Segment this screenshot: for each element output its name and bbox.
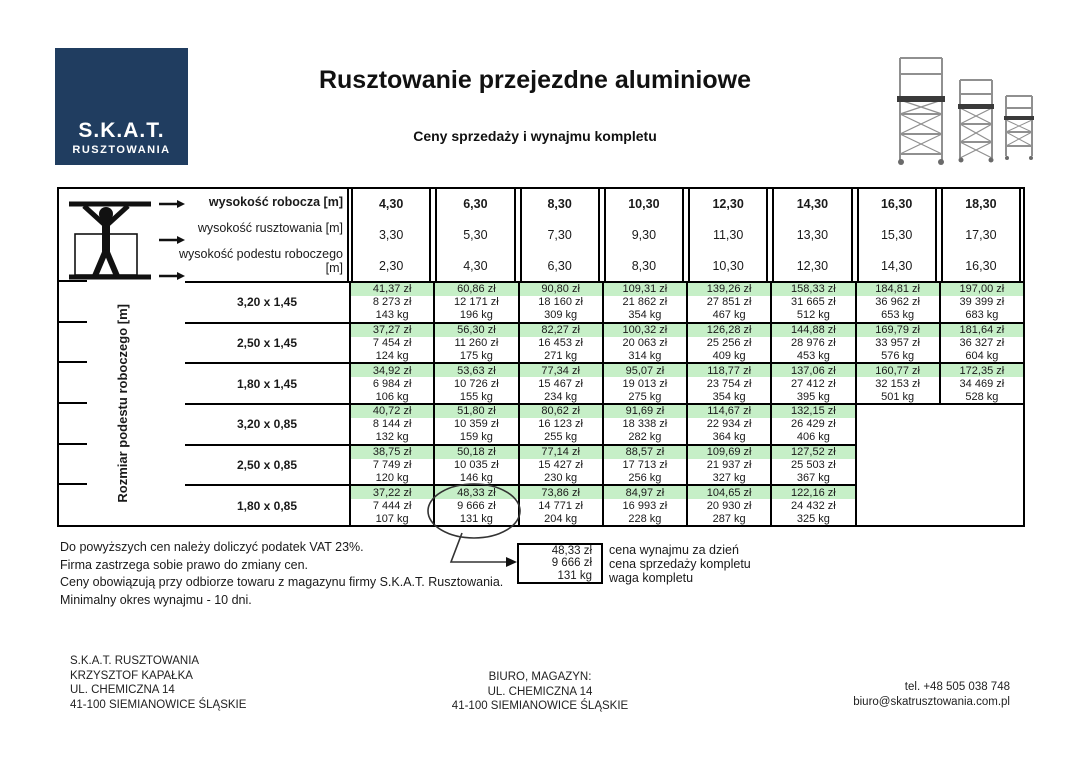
weight-value: 501 kg <box>881 390 915 403</box>
weight-value: 228 kg <box>628 512 662 525</box>
weight-value: 354 kg <box>712 390 746 403</box>
rent-per-day-value: 172,35 zł <box>941 364 1023 377</box>
footer-office-street: UL. CHEMICZNA 14 <box>487 685 593 698</box>
price-cell <box>602 281 686 322</box>
scaffold-height-value: 9,30 <box>631 227 657 242</box>
sale-price-value: 19 013 zł <box>622 377 668 390</box>
sale-price-value: 25 503 zł <box>791 458 836 471</box>
footer-contact <box>853 680 1010 710</box>
logo-company-sub: RUSZTOWANIA <box>72 144 171 156</box>
price-cell <box>939 281 1023 322</box>
column-header <box>688 189 768 281</box>
sale-price-value: 20 063 zł <box>622 336 668 349</box>
rent-per-day-value: 127,52 zł <box>772 446 854 459</box>
rent-per-day-value: 139,26 zł <box>688 283 770 296</box>
weight-value: 653 kg <box>881 309 915 322</box>
weight-value: 354 kg <box>628 309 662 322</box>
legend-rent-label: cena wynajmu za dzień <box>609 543 739 557</box>
weight-value: 132 kg <box>375 431 409 444</box>
footer-street: UL. CHEMICZNA 14 <box>70 684 175 696</box>
weight-value: 604 kg <box>965 349 999 362</box>
weight-value: 106 kg <box>375 390 409 403</box>
page-title: Rusztowanie przejezdne aluminiowe <box>318 66 752 94</box>
price-cell <box>433 444 517 485</box>
sale-price-value: 31 665 zł <box>791 296 836 309</box>
sale-price-value: 7 749 zł <box>372 458 412 471</box>
scaffold-height-value: 11,30 <box>712 227 744 242</box>
weight-value: 576 kg <box>881 349 915 362</box>
sale-price-value: 27 412 zł <box>791 377 836 390</box>
sale-price-value: 24 432 zł <box>791 499 836 512</box>
sale-price-value: 17 713 zł <box>622 458 668 471</box>
weight-value: 255 kg <box>544 431 578 444</box>
row-size-label: 3,20 x 1,45 <box>185 281 349 322</box>
price-cell <box>349 322 433 363</box>
rent-per-day-value: 80,62 zł <box>520 405 602 418</box>
row-size-label: 1,80 x 1,45 <box>185 362 349 403</box>
sale-price-value: 18 338 zł <box>622 418 668 431</box>
price-cell <box>770 281 854 322</box>
sale-price-value: 36 962 zł <box>875 296 920 309</box>
sale-price-value: 7 444 zł <box>372 499 412 512</box>
weight-value: 406 kg <box>796 431 830 444</box>
sale-price-value: 23 754 zł <box>706 377 752 390</box>
price-cell <box>433 403 517 444</box>
legend-weight-label: waga kompletu <box>609 571 694 585</box>
page-subtitle: Ceny sprzedaży i wynajmu kompletu <box>413 128 657 144</box>
price-cell <box>686 444 770 485</box>
table-header-left <box>59 189 349 281</box>
bracket-tick <box>59 361 87 363</box>
sale-price-value: 14 771 zł <box>538 499 583 512</box>
rent-per-day-value: 104,65 zł <box>688 486 770 499</box>
price-cell <box>686 362 770 403</box>
footer-office-address <box>400 670 680 714</box>
weight-value: 143 kg <box>375 309 409 322</box>
sale-price-value: 27 851 zł <box>706 296 752 309</box>
sale-price-value: 15 467 zł <box>538 377 583 390</box>
sale-price-value: 8 273 zł <box>372 296 412 309</box>
weight-value: 175 kg <box>459 349 493 362</box>
price-cell <box>855 362 939 403</box>
weight-value: 196 kg <box>459 309 493 322</box>
sale-price-value: 9 666 zł <box>457 499 496 512</box>
note-pickup: Ceny obowiązują przy odbiorze towaru z magazynu firmy S.K.A.T. Rusztowania. <box>60 575 504 589</box>
price-cell <box>349 484 433 525</box>
price-cell <box>686 484 770 525</box>
price-cell <box>602 484 686 525</box>
weight-value: 146 kg <box>459 471 493 484</box>
footer-office-city: 41-100 SIEMIANOWICE ŚLĄSKIE <box>451 700 629 712</box>
weight-value: 155 kg <box>459 390 493 403</box>
weight-value: 327 kg <box>712 471 746 484</box>
column-header <box>857 189 937 281</box>
rent-per-day-value: 34,92 zł <box>351 364 433 377</box>
rent-per-day-value: 91,69 zł <box>604 405 686 418</box>
weight-value: 131 kg <box>459 512 493 525</box>
sale-price-value: 32 153 zł <box>875 377 920 390</box>
price-cell <box>518 484 602 525</box>
weight-value: 453 kg <box>796 349 830 362</box>
weight-value: 528 kg <box>965 390 999 403</box>
rent-per-day-value: 88,57 zł <box>604 446 686 459</box>
price-table <box>57 187 1025 527</box>
platform-height-value: 8,30 <box>631 258 657 273</box>
rent-per-day-value: 38,75 zł <box>351 446 433 459</box>
price-cell <box>939 322 1023 363</box>
rent-per-day-value: 77,14 zł <box>520 446 602 459</box>
legend-labels <box>609 543 751 584</box>
platform-height-value: 4,30 <box>463 258 488 273</box>
header-row-labels <box>163 189 343 281</box>
working-height-value: 6,30 <box>463 197 488 212</box>
price-cell <box>433 362 517 403</box>
rent-per-day-value: 48,33 zł <box>435 486 517 499</box>
bracket-tick <box>59 321 87 323</box>
platform-height-value: 14,30 <box>880 258 913 273</box>
sale-price-value: 6 984 zł <box>372 377 412 390</box>
row-group-bracket <box>59 281 185 525</box>
price-cell <box>855 281 939 322</box>
weight-value: 309 kg <box>544 309 578 322</box>
scaffold-height-value: 17,30 <box>965 227 997 242</box>
scaffold-height-value: 5,30 <box>463 227 488 242</box>
platform-height-value: 16,30 <box>965 258 997 273</box>
scaffold-height-value: 7,30 <box>547 227 572 242</box>
rent-per-day-value: 158,33 zł <box>772 283 854 296</box>
rent-per-day-value: 132,15 zł <box>772 405 854 418</box>
working-height-value: 8,30 <box>547 197 572 212</box>
price-cell <box>686 322 770 363</box>
price-cell <box>349 444 433 485</box>
price-cell <box>686 403 770 444</box>
price-cell <box>518 322 602 363</box>
weight-value: 287 kg <box>712 512 746 525</box>
weight-value: 512 kg <box>796 309 830 322</box>
rent-per-day-value: 40,72 zł <box>351 405 433 418</box>
price-cell <box>602 444 686 485</box>
rent-per-day-value: 144,88 zł <box>772 324 854 337</box>
column-header <box>351 189 431 281</box>
column-header <box>435 189 515 281</box>
weight-value: 234 kg <box>544 390 578 403</box>
price-cell <box>939 362 1023 403</box>
rent-per-day-value: 82,27 zł <box>520 324 602 337</box>
price-cell <box>770 362 854 403</box>
weight-value: 282 kg <box>628 431 662 444</box>
sale-price-value: 8 144 zł <box>372 418 412 431</box>
platform-height-value: 12,30 <box>796 258 829 273</box>
weight-value: 124 kg <box>375 349 409 362</box>
price-cell <box>349 362 433 403</box>
sale-price-value: 10 035 zł <box>454 458 499 471</box>
rent-per-day-value: 169,79 zł <box>857 324 939 337</box>
rent-per-day-value: 181,64 zł <box>941 324 1023 337</box>
weight-value: 364 kg <box>712 431 746 444</box>
rent-per-day-value: 56,30 zł <box>435 324 517 337</box>
column-header <box>604 189 684 281</box>
scaffold-height-value: 15,30 <box>880 227 913 242</box>
sale-price-value: 20 930 zł <box>706 499 752 512</box>
footer-city: 41-100 SIEMIANOWICE ŚLĄSKIE <box>70 698 247 711</box>
weight-value: 367 kg <box>796 471 830 484</box>
side-label: Rozmiar podestu roboczego [m] <box>114 303 130 503</box>
weight-value: 467 kg <box>712 309 746 322</box>
rent-per-day-value: 118,77 zł <box>688 364 770 377</box>
rent-per-day-value: 126,28 zł <box>688 324 770 337</box>
platform-height-value: 6,30 <box>547 258 572 273</box>
row-size-label: 1,80 x 0,85 <box>185 484 349 525</box>
price-cell <box>518 403 602 444</box>
price-cell <box>433 281 517 322</box>
sale-price-value: 10 359 zł <box>454 418 499 431</box>
rent-per-day-value: 160,77 zł <box>857 364 939 377</box>
working-height-value: 10,30 <box>628 197 660 212</box>
bracket-tick <box>59 443 87 445</box>
legend-sale-label: cena sprzedaży kompletu <box>609 557 751 571</box>
weight-value: 107 kg <box>375 512 409 525</box>
platform-height-value: 10,30 <box>712 258 744 273</box>
column-header <box>941 189 1021 281</box>
weight-value: 120 kg <box>375 471 409 484</box>
rent-per-day-value: 37,22 zł <box>351 486 433 499</box>
price-cell <box>433 484 517 525</box>
column-header <box>520 189 600 281</box>
rent-per-day-value: 109,69 zł <box>688 446 770 459</box>
price-cell <box>770 322 854 363</box>
bracket-tick <box>59 280 87 282</box>
sale-price-value: 7 454 zł <box>372 336 412 349</box>
rent-per-day-value: 51,80 zł <box>435 405 517 418</box>
price-cell <box>518 281 602 322</box>
rent-per-day-value: 122,16 zł <box>772 486 854 499</box>
weight-value: 275 kg <box>628 390 662 403</box>
rent-per-day-value: 77,34 zł <box>520 364 602 377</box>
price-cell <box>349 281 433 322</box>
sale-price-value: 16 993 zł <box>622 499 668 512</box>
header-label-platform-height: wysokość podestu roboczego [m] <box>179 247 343 275</box>
footer-company-name: S.K.A.T. RUSZTOWANIA <box>70 655 200 667</box>
sale-price-value: 16 453 zł <box>538 336 583 349</box>
rent-per-day-value: 90,80 zł <box>520 283 602 296</box>
sale-price-value: 22 934 zł <box>706 418 752 431</box>
weight-value: 395 kg <box>796 390 830 403</box>
rent-per-day-value: 95,07 zł <box>604 364 686 377</box>
sale-price-value: 15 427 zł <box>538 458 583 471</box>
sale-price-value: 25 256 zł <box>706 336 752 349</box>
weight-value: 271 kg <box>544 349 578 362</box>
weight-value: 314 kg <box>628 349 662 362</box>
rent-per-day-value: 41,37 zł <box>351 283 433 296</box>
working-height-value: 18,30 <box>965 197 997 212</box>
note-price-change: Firma zastrzega sobie prawo do zmiany cen. <box>60 557 309 572</box>
working-height-value: 16,30 <box>880 197 913 212</box>
footer-owner-name: KRZYSZTOF KAPAŁKA <box>70 669 193 682</box>
price-cell <box>433 322 517 363</box>
legend-rent-value: 48,33 zł <box>551 545 592 558</box>
sale-price-value: 21 862 zł <box>622 296 668 309</box>
row-size-label: 2,50 x 1,45 <box>185 322 349 363</box>
platform-height-value: 2,30 <box>378 258 404 273</box>
price-cell <box>518 362 602 403</box>
sale-price-value: 36 327 zł <box>959 336 1005 349</box>
sale-price-value: 18 160 zł <box>538 296 583 309</box>
price-cell <box>518 444 602 485</box>
rent-per-day-value: 100,32 zł <box>604 324 686 337</box>
rent-per-day-value: 114,67 zł <box>688 405 770 418</box>
legend-weight-value: 131 kg <box>557 569 592 582</box>
rent-per-day-value: 184,81 zł <box>857 283 939 296</box>
rent-per-day-value: 73,86 zł <box>520 486 602 499</box>
sale-price-value: 26 429 zł <box>791 418 836 431</box>
sale-price-value: 11 260 zł <box>454 336 499 349</box>
note-vat: Do powyższych cen należy doliczyć podatek VAT 23%. <box>60 540 364 554</box>
price-cell <box>770 484 854 525</box>
sale-price-value: 28 976 zł <box>791 336 836 349</box>
rent-per-day-value: 50,18 zł <box>435 446 517 459</box>
rent-per-day-value: 53,63 zł <box>435 364 517 377</box>
sale-price-value: 33 957 zł <box>875 336 920 349</box>
row-size-label: 2,50 x 0,85 <box>185 444 349 485</box>
header-label-working-height: wysokość robocza [m] <box>208 195 343 209</box>
weight-value: 204 kg <box>544 512 578 525</box>
weight-value: 325 kg <box>796 512 830 525</box>
row-size-label: 3,20 x 0,85 <box>185 403 349 444</box>
weight-value: 683 kg <box>965 309 999 322</box>
sale-price-value: 34 469 zł <box>959 377 1005 390</box>
rent-per-day-value: 137,06 zł <box>772 364 854 377</box>
weight-value: 409 kg <box>712 349 746 362</box>
working-height-value: 12,30 <box>712 197 744 212</box>
bracket-tick <box>59 483 87 485</box>
sale-price-value: 12 171 zł <box>454 296 499 309</box>
price-cell <box>770 444 854 485</box>
rent-per-day-value: 60,86 zł <box>435 283 517 296</box>
price-cell <box>602 362 686 403</box>
working-height-value: 14,30 <box>796 197 829 212</box>
company-logo <box>55 48 188 165</box>
notes-block <box>60 539 503 609</box>
footer-email: biuro@skatrusztowania.com.pl <box>853 696 1010 708</box>
price-cell <box>349 403 433 444</box>
note-min-rental: Minimalny okres wynajmu - 10 dni. <box>60 592 252 607</box>
price-cell <box>855 322 939 363</box>
scaffold-height-value: 13,30 <box>796 227 829 242</box>
rent-per-day-value: 197,00 zł <box>941 283 1023 296</box>
sale-price-value: 21 937 zł <box>706 458 752 471</box>
rent-per-day-value: 37,27 zł <box>351 324 433 337</box>
header-label-scaffold-height: wysokość rusztowania [m] <box>197 221 343 235</box>
empty-region <box>855 403 1024 525</box>
sale-price-value: 39 399 zł <box>959 296 1005 309</box>
scaffolding-towers-image <box>880 42 1050 167</box>
price-cell <box>686 281 770 322</box>
working-height-value: 4,30 <box>378 197 404 212</box>
footer-office-title: BIURO, MAGAZYN: <box>488 671 592 683</box>
price-cell <box>602 403 686 444</box>
rent-per-day-value: 109,31 zł <box>604 283 686 296</box>
price-cell <box>602 322 686 363</box>
logo-company-name: S.K.A.T. <box>78 119 165 142</box>
legend-example-box <box>517 543 603 584</box>
sale-price-value: 16 123 zł <box>538 418 583 431</box>
legend-sale-value: 9 666 zł <box>551 557 592 570</box>
weight-value: 256 kg <box>628 471 662 484</box>
sale-price-value: 10 726 zł <box>454 377 499 390</box>
column-header <box>772 189 852 281</box>
price-cell <box>770 403 854 444</box>
bracket-tick <box>59 402 87 404</box>
footer-company-address <box>70 654 246 712</box>
footer-phone: tel. +48 505 038 748 <box>904 681 1010 693</box>
weight-value: 230 kg <box>544 471 578 484</box>
rent-per-day-value: 84,97 zł <box>604 486 686 499</box>
scaffold-height-value: 3,30 <box>378 227 404 242</box>
weight-value: 159 kg <box>459 431 493 444</box>
